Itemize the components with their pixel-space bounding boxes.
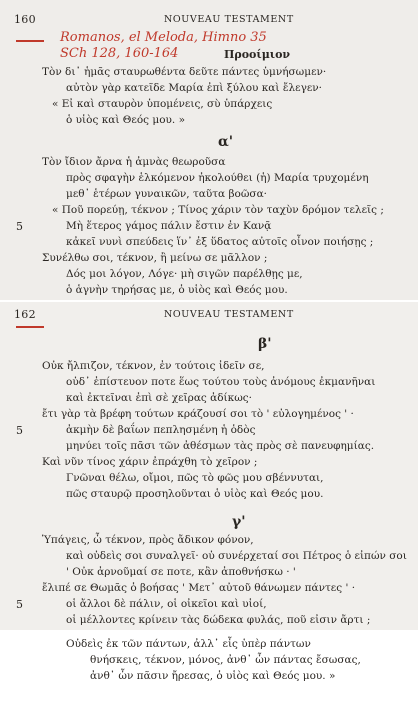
- strophe-line: θνήσκεις, τέκνον, μόνος, ἀνθ᾽ ὧν πάντας ἔσωσας,: [90, 654, 361, 666]
- strophe-line: πῶς σταυρῷ προσηλοῦνται ὁ υἱὸς καὶ Θεός μου.: [66, 488, 324, 500]
- strophe-line: οἱ ἄλλοι δὲ πάλιν, οἱ οἰκεῖοι καὶ υἱοί,: [66, 598, 267, 610]
- page-160: [0, 0, 418, 300]
- strophe-label-beta: β': [258, 336, 272, 352]
- strophe-line: Γνῶναι θέλω, οἴμοι, πῶς τὸ φῶς μου σβέννυται,: [66, 472, 324, 484]
- strophe-line: ἔλιπέ σε Θωμᾶς ὁ βοήσας ' Μετ᾽ αὐτοῦ θάνωμεν πάντες ' ·: [42, 582, 356, 594]
- strophe-line: ἀκμὴν δὲ βαΐων πεπλησμένη ἡ ὁδὸς: [66, 424, 256, 436]
- prooimion-line: Τὸν δι᾽ ἡμᾶς σταυρωθέντα δεῦτε πάντες ὑμνήσωμεν·: [42, 66, 327, 78]
- running-head: NOUVEAU TESTAMENT: [164, 309, 294, 320]
- page-continuation: [0, 632, 418, 702]
- strophe-line: πρὸς σφαγὴν ἑλκόμενον ἠκολούθει (ἡ) Μαρία τρυχομένη: [66, 172, 369, 184]
- strophe-label-alpha: α': [218, 134, 234, 150]
- strophe-line: Συνέλθω σοι, τέκνον, ἢ μείνω σε μᾶλλον ;: [42, 252, 268, 264]
- strophe-line: ἀνθ᾽ ὧν πᾶσιν ἤρεσας, ὁ υἱὸς καὶ Θεός μου. »: [90, 670, 336, 682]
- page-162: [0, 302, 418, 630]
- strophe-line: ' Οὐκ ἀρνοῦμαί σε ποτε, κἂν ἀποθνήσκω · ': [66, 566, 296, 578]
- line-number: 5: [16, 220, 23, 233]
- strophe-line: οὐδ᾽ ἐπίστευον ποτε ἕως τούτου τοὺς ἀνόμους ἐκμανῆναι: [66, 376, 376, 388]
- strophe-line: Μὴ ἕτερος γάμος πάλιν ἔστιν ἐν Κανᾷ: [66, 220, 272, 232]
- annotation-source: SCh 128, 160-164: [60, 46, 179, 61]
- strophe-line: Ὑπάγεις, ὦ τέκνον, πρὸς ἄδικον φόνον,: [42, 534, 254, 546]
- red-underline: [16, 326, 44, 328]
- running-head: NOUVEAU TESTAMENT: [164, 14, 294, 25]
- strophe-line: Οὐκ ἤλπιζον, τέκνον, ἐν τούτοις ἰδεῖν σε,: [42, 360, 265, 372]
- strophe-line: Τὸν ἴδιον ἄρνα ἡ ἀμνὰς θεωροῦσα: [42, 156, 226, 168]
- strophe-label-gamma: γ': [232, 514, 246, 530]
- prooimion-line: αὐτὸν γὰρ κατεῖδε Μαρία ἐπὶ ξύλου καὶ ἔλεγεν·: [66, 82, 323, 94]
- line-number: 5: [16, 598, 23, 611]
- strophe-line: ὁ ἁγνὴν τηρήσας με, ὁ υἱὸς καὶ Θεός μου.: [66, 284, 288, 296]
- strophe-line: κἀκεῖ νυνὶ σπεύδεις ἵν᾽ ἐξ ὕδατος αὐτοῖς οἶνον ποιήσῃς ;: [66, 236, 374, 248]
- strophe-line: Καὶ νῦν τίνος χάριν ἐπράχθη τὸ χεῖρον ;: [42, 456, 258, 468]
- strophe-line: καὶ οὐδεὶς σοι συναλγεῖ· οὐ συνέρχεταί σοι Πέτρος ὁ εἰπών σοι: [66, 550, 407, 562]
- strophe-line: Δός μοι λόγον, Λόγε· μὴ σιγῶν παρέλθῃς με,: [66, 268, 303, 280]
- annotation-title: Romanos, el Meloda, Himno 35: [60, 30, 267, 45]
- strophe-line: μηνύει τοῖς πᾶσι τῶν ἀθέσμων τὰς πρὸς σὲ πανευφημίας.: [66, 440, 375, 452]
- strophe-line: Οὐδεὶς ἐκ τῶν πάντων, ἀλλ᾽ εἷς ὑπὲρ πάντων: [66, 638, 311, 650]
- strophe-line: « Ποῦ πορεύῃ, τέκνον ; Τίνος χάριν τὸν ταχὺν δρόμον τελεῖς ;: [52, 204, 384, 216]
- line-number: 5: [16, 424, 23, 437]
- prooimion-line: « Εἰ καὶ σταυρὸν ὑπομένεις, σὺ ὑπάρχεις: [52, 98, 273, 110]
- strophe-line: ἔτι γὰρ τὰ βρέφη τούτων κράζουσί σοι τὸ ' εὐλογημένος ' ·: [42, 408, 354, 420]
- red-underline: [16, 40, 44, 42]
- page-number: 162: [14, 308, 36, 321]
- strophe-line: καὶ ἐκτεῖναι ἐπὶ σὲ χεῖρας ἀδίκως·: [66, 392, 253, 404]
- strophe-line: οἱ μέλλοντες κρίνειν τὰς δώδεκα φυλάς, ποῦ εἰσιν ἄρτι ;: [66, 614, 371, 626]
- section-title: Προοίμιον: [224, 48, 291, 61]
- prooimion-line: ὁ υἱὸς καὶ Θεός μου. »: [66, 114, 186, 126]
- strophe-line: μεθ᾽ ἑτέρων γυναικῶν, ταῦτα βοῶσα·: [66, 188, 268, 200]
- page-number: 160: [14, 13, 36, 26]
